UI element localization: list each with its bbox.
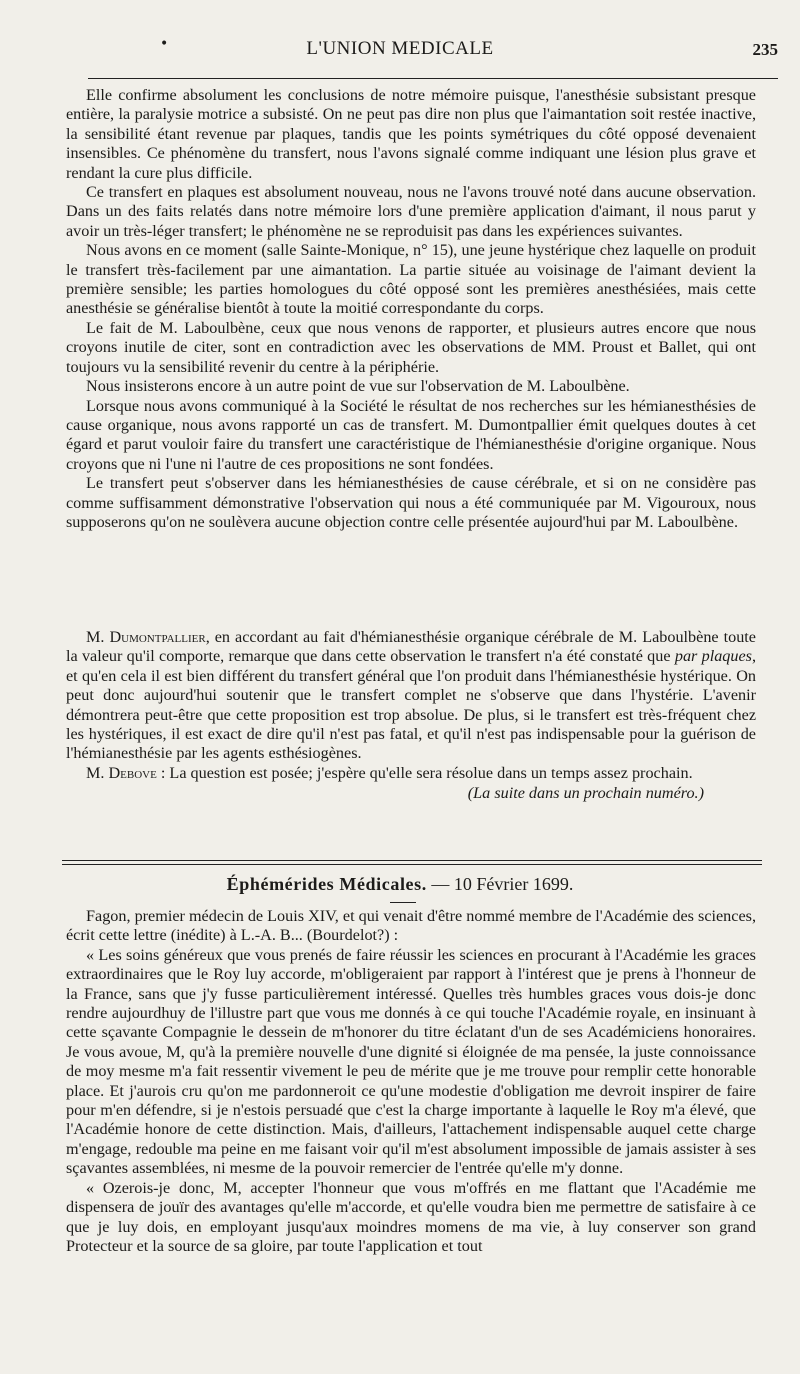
header-rule <box>88 78 778 79</box>
speaker-name: M. Dumontpallier <box>86 628 206 646</box>
page-header <box>0 34 800 74</box>
text-run: , en accordant au fait d'hémianesthésie organique cérébrale de M. Laboulbène toute la valeur qu'il comporte, remarque que dans cette observation le transfert n'a été constaté que <box>66 628 756 666</box>
paragraph: Le fait de M. Laboulbène, ceux que nous venons de rapporter, et plusieurs autres encore que nous croyons inutile de citer, sont en contradiction avec les observations de MM. Proust et Ballet, qui ont toujours vu la sensibilité revenir du centre à la périphérie. <box>66 318 756 376</box>
discussion <box>66 628 756 804</box>
continuation-note: (La suite dans un prochain numéro.) <box>467 784 704 803</box>
paragraph: Nous insisterons encore à un autre point de vue sur l'observation de M. Laboulbène. <box>86 377 630 396</box>
heading-date: — 10 Février 1699. <box>426 874 574 894</box>
paragraph: Nous avons en ce moment (salle Sainte-Monique, n° 15), une jeune hystérique chez laquelle on produit le transfert très-facilement par une aimantation. La partie située au voisinage de l'aimant devient la première sensible; les parties homologues du côté opposé sont les premières anesthésiées, mais cette anesthésie se généralise bientôt à toute la moitié correspondante du corps. <box>66 241 756 318</box>
heading-dash <box>390 902 416 903</box>
speaker-name: M. Debove <box>86 763 157 782</box>
paragraph: « Les soins généreux que vous prenés de faire réussir les sciences en procurant à l'Académie les graces extraordinaires que le Roy luy accorde, m'obligeraient par rapport à l'intérest que je prens à l'honneur de la France, sans que j'y fusse particulièrement intéressé. Quelles très humbles graces vous dois-je donc rendre aujourdhuy de l'illustre part que vous me donnés à ce qui touche l'Académie royale, en insinuant à cette sçavante Compagnie le dessein de m'honorer du titre éclatant d'un de ses Académiciens honoraires. Je vous avoue, M, qu'à la première nouvelle d'une dignité si éloignée de ma pensée, la juste connoissance de moy mesme m'a fait ressentir vivement le peu de mérite que je me trouve pour remplir cette honorable place. Et j'aurois cru qu'on me pardonneroit ce qu'une modestie d'obligation me devroit inspirer de faire pour m'en défendre, si je n'estois persuadé que c'est la charge importante à laquelle le Roy m'a élevé, que l'Académie honore de cette distinction. Mais, d'ailleurs, l'attachement indispensable auquel cette charge m'engage, redouble ma peine en me faisant voir qu'il m'est absolument impossible de jamais assister à ses sçavantes assemblées, ni mesme de la pouvoir remercier de l'entrée qu'elle m'y donne. <box>66 945 756 1178</box>
paragraph: « Ozerois-je donc, M, accepter l'honneur que vous m'offrés en me flattant que l'Académie me dispensera de jouïr des avantages qu'elle m'accorde, et qu'elle voudra bien me permettre de satisfaire à ce que je luy dois, en employant jusqu'aux moindres momens de ma vie, à luy conserver son grand Protecteur et la source de sa gloire, par toute l'application et tout <box>66 1178 756 1255</box>
ephemerides-body <box>66 907 756 1256</box>
paragraph: Le transfert peut s'observer dans les hémianesthésies de cause cérébrale, et si on ne considère pas comme suffisamment démonstrative l'observation qui nous a été communiquée par M. Vigouroux, nous supposerons qu'on ne soulèvera aucune objection contre celle présentée aujourd'hui par M. Laboulbène. <box>66 474 756 531</box>
paragraph <box>66 764 756 783</box>
text-run: , et qu'en cela il est bien différent du transfert général que l'on produit dans l'hémianesthésie hystérique. On peut donc aujourd'hui soutenir que le transfert complet ne s'observe que dans l'hystérie. L'avenir démontrera peut-être que cette proposition est trop absolue. De plus, si le transfert est très-fréquent chez les hystériques, il est exact de dire qu'il n'est pas fatal, et qu'il n'est pas indispensable pour la guérison de l'hémianesthésie par les agents esthésiogènes. <box>66 647 757 763</box>
emphasis: par plaques <box>674 647 752 666</box>
paragraph: Fagon, premier médecin de Louis XIV, et qui venait d'être nommé membre de l'Académie des sciences, écrit cette lettre (inédite) à L.-A. B... (Bourdelot?) : <box>66 907 756 945</box>
heading-title: Éphémérides Médicales. <box>226 874 427 894</box>
paragraph: Lorsque nous avons communiqué à la Société le résultat de nos recherches sur les hémianesthésies de cause organique, nous avons rapporté un cas de transfert. M. Dumontpallier émit quelques doutes à cet égard et parut vouloir faire du transfert une caractéristique de l'hémianesthésie d'origine organique. Nous croyons que ni l'une ni l'autre de ces propositions ne sont fondées. <box>66 396 756 473</box>
page-number: 235 <box>752 40 778 59</box>
text-run: : La question est posée; j'espère qu'elle sera résolue dans un temps assez prochain. <box>156 763 693 782</box>
paragraph: Elle confirme absolument les conclusions de notre mémoire puisque, l'anesthésie subsistant presque entière, la paralysie motrice a subsisté. On ne peut pas dire non plus que l'aimantation soit restée inactive, la sensibilité étant revenue par plaques, tandis que les points symétriques du côté opposé devenaient insensibles. Ce phénomène du transfert, nous l'avons signalé comme indiquant une lésion plus grave et rendant la cure plus difficile. <box>66 86 756 182</box>
section-heading <box>0 874 800 895</box>
article-continuation <box>66 86 756 532</box>
section-double-rule <box>62 860 762 865</box>
paragraph: Ce transfert en plaques est absolument nouveau, nous ne l'avons trouvé noté dans aucune observation. Dans un des faits relatés dans notre mémoire lors d'une première application d'aimant, il nous parut y avoir un très-léger transfert; le phénomène ne se reproduisit pas dans les expériences suivantes. <box>66 183 756 240</box>
paragraph <box>66 628 756 764</box>
bullet-mark: • <box>160 36 169 52</box>
journal-title: L'UNION MEDICALE <box>306 38 494 59</box>
